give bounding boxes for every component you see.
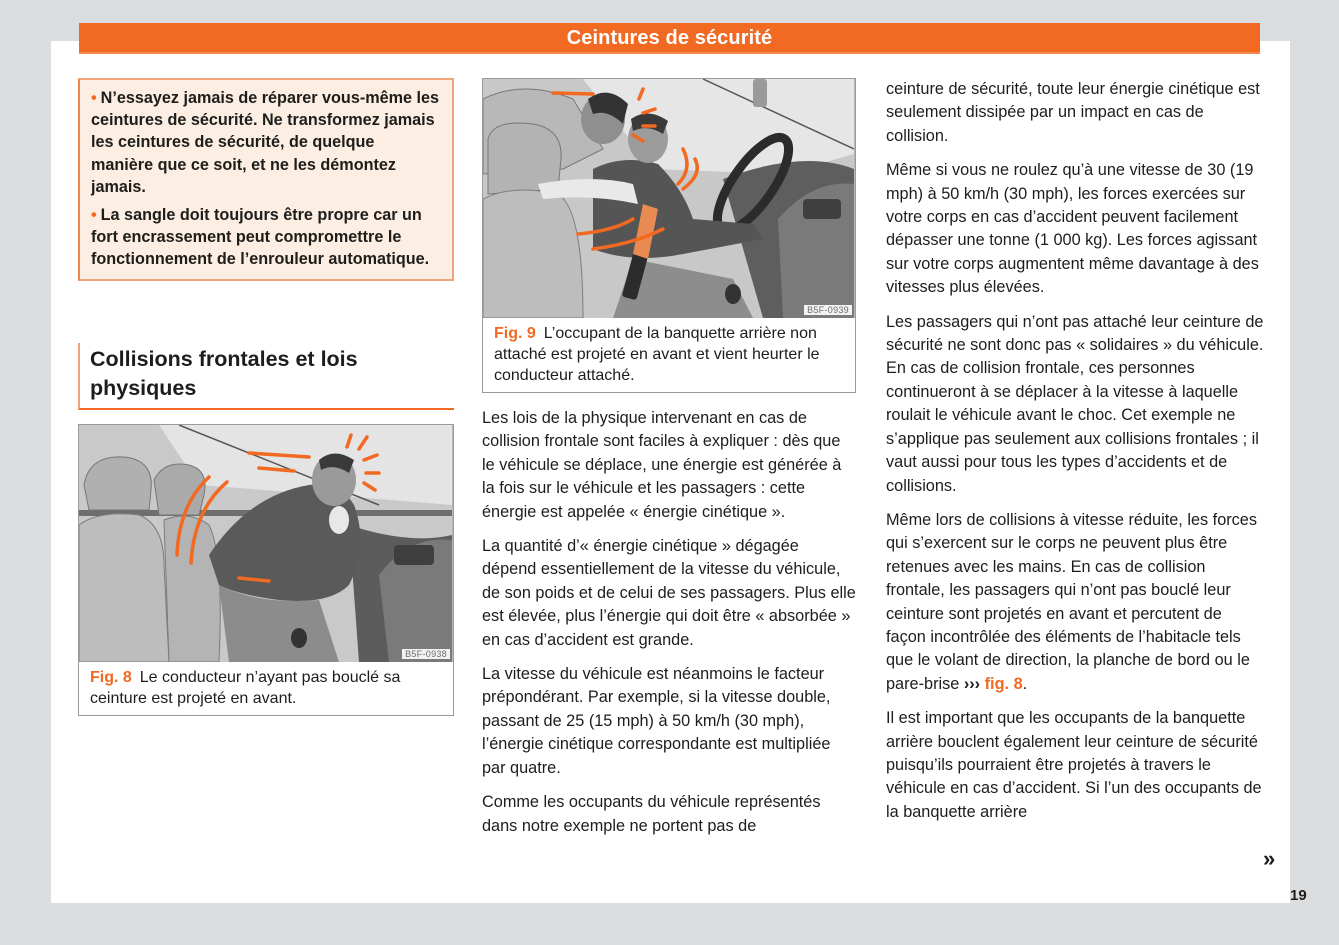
chapter-header: Ceintures de sécurité: [79, 23, 1260, 54]
body-paragraph: Les passagers qui n’ont pas attaché leur ceinture de sécurité ne sont donc pas « solidaires » du véhicule. En cas de collision frontale, ces personnes continueront à se déplacer à la vitesse à laquelle roulait le véhicule avant le choc. Cet exemple ne s’applique pas seulement aux collisions frontales ; il vaut aussi pour tous les types d’accidents et de collisions.: [886, 312, 1264, 495]
figure-9: [482, 78, 856, 393]
body-paragraph-with-xref: Même lors de collisions à vitesse réduite, les forces qui s’exercent sur le corps ne peuvent plus être retenues avec les mains. En cas de collision frontale, les passagers qui n’ont pas bouclé leur ceinture sont projetés en avant et percutent de façon incontrôlée des éléments de l’habitacle tels que le volant de direction, la planche de bord ou le pare-brise ››› fig. 8.: [886, 510, 1258, 693]
body-paragraph: Il est important que les occupants de la banquette arrière bouclent également leur ceinture de sécurité puisqu’ils pourraient être projetés à travers le véhicule en cas d’accident. Si l’un des occupants de la banquette arrière: [886, 709, 1262, 821]
figure-8-link[interactable]: fig. 8: [984, 674, 1023, 693]
bullet-icon: •: [91, 206, 97, 225]
section-heading: Collisions frontales et lois physiques: [78, 343, 454, 410]
warning-box: [78, 78, 454, 281]
bullet-icon: •: [91, 89, 97, 107]
body-paragraph: Comme les occupants du véhicule représentés dans notre exemple ne portent pas de: [482, 793, 821, 835]
unbelted-driver-illustration: [79, 425, 452, 662]
figure-code: B5F-0938: [402, 649, 450, 659]
figure-8: [78, 424, 454, 716]
body-paragraph: Même si vous ne roulez qu’à une vitesse de 30 (19 mph) à 50 km/h (30 mph), les forces exercées sur votre corps en cas d’accident peuvent facilement dépasser une tonne (1 000 kg). Les forces agissant sur votre corps augmentent même davantage à des vitesses plus élevées.: [886, 161, 1259, 297]
figure-9-caption: Fig. 9 L’occupant de la banquette arrière non attaché est projeté en avant et vient heurter le conducteur attaché.: [494, 325, 820, 384]
body-paragraph: La quantité d’« énergie cinétique » dégagée dépend essentiellement de la vitesse du véhicule, de son poids et de celui de ses passagers. Plus elle est élevée, plus l’énergie qui doit être « absorbée » en cas d’accident est grande.: [482, 537, 856, 649]
continue-arrow-icon: »: [1263, 846, 1276, 871]
figure-label: Fig. 9: [494, 325, 536, 342]
page-number: 19: [1290, 887, 1307, 904]
warning-item: • La sangle doit toujours être propre car un fort encrassement peut compromettre le fonctionnement de l’enrouleur automatique.: [91, 206, 430, 269]
figure-label: Fig. 8: [90, 669, 132, 686]
body-paragraph: Les lois de la physique intervenant en cas de collision frontale sont faciles à expliquer : dès que le véhicule se déplace, une énergie est générée à la fois sur le véhicule et les passagers : cette énergie est appelée « énergie cinétique ».: [482, 409, 842, 521]
body-paragraph: La vitesse du véhicule est néanmoins le facteur prépondérant. Par exemple, si la vitesse double, passant de 25 (15 mph) à 50 km/h (30 mph), l’énergie cinétique correspondante est multipliée par quatre.: [482, 665, 831, 777]
left-column: [78, 78, 454, 281]
rear-passenger-impact-illustration: [483, 79, 854, 318]
figure-8-illustration: [79, 425, 453, 662]
figure-9-illustration: [483, 79, 855, 318]
figure-8-caption: Fig. 8 Le conducteur n’ayant pas bouclé sa ceinture est projeté en avant.: [90, 669, 401, 707]
body-paragraph: ceinture de sécurité, toute leur énergie cinétique est seulement dissipée par un impact en cas de collision.: [886, 80, 1260, 145]
warning-item: • N’essayez jamais de réparer vous-même les ceintures de sécurité. Ne transformez jamais les ceintures de sécurité, de quelque manière que ce soit, et ne les démontez jamais.: [91, 89, 440, 196]
xref-arrows-icon: ›››: [963, 674, 981, 693]
right-column-text: [886, 78, 1264, 835]
figure-code: B5F-0939: [804, 305, 852, 315]
middle-column-text: [482, 407, 857, 849]
